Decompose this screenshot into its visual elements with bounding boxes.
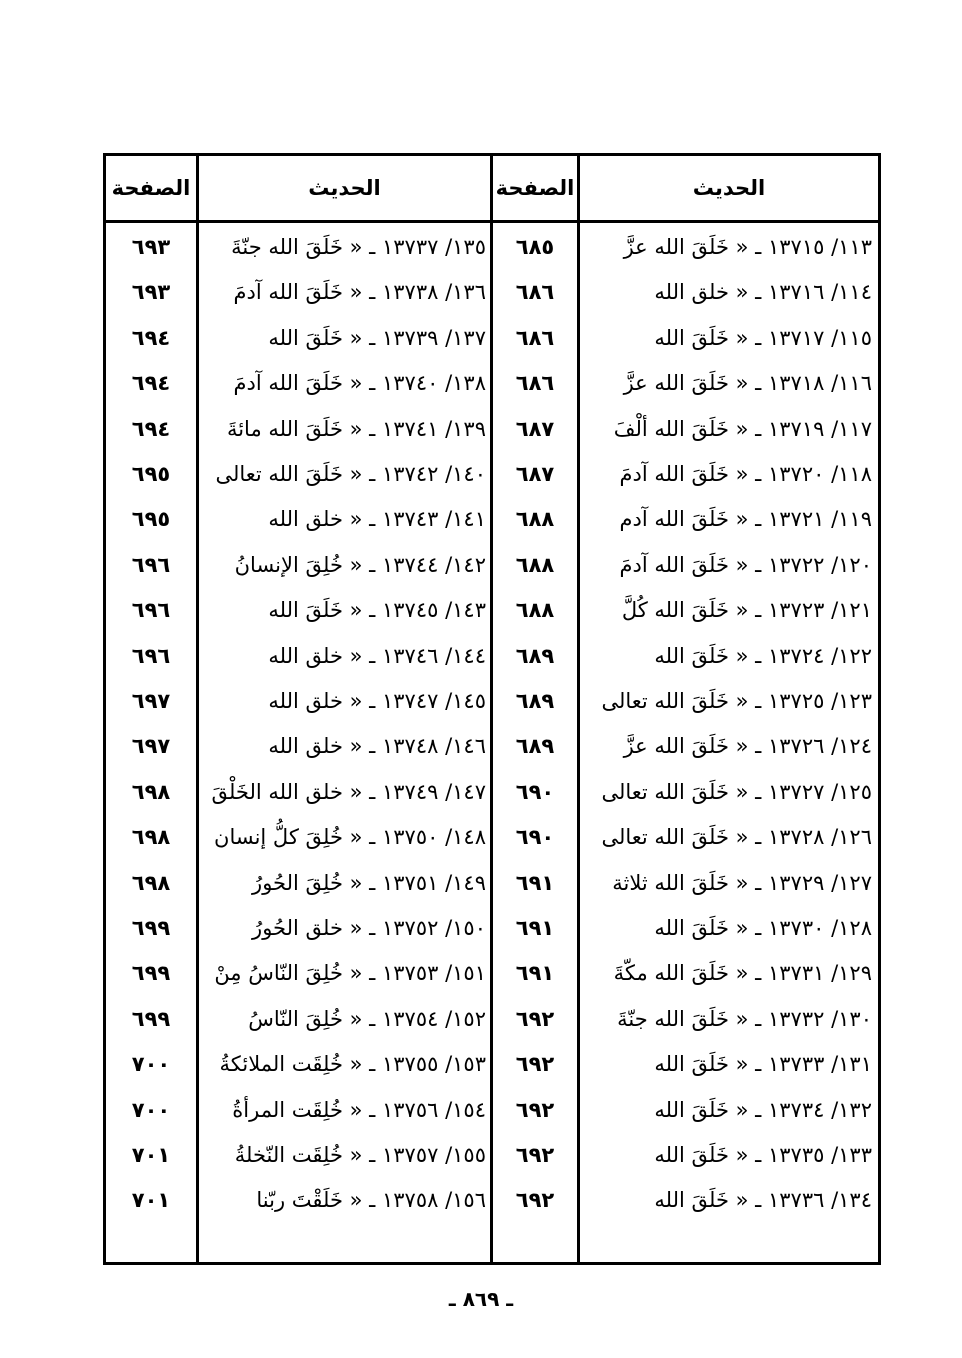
page-number-cell: ٦٨٦ <box>515 371 555 396</box>
page-number-cell: ٦٩٧ <box>131 689 171 713</box>
hadith-entry: ١١٩/ ١٣٧٢١ ـ « خَلَقَ الله آدم <box>619 507 872 532</box>
page-number-cell: ٦٨٥ <box>515 235 555 259</box>
table-row <box>106 769 878 815</box>
table-row <box>106 860 878 906</box>
page-number-cell: ٦٩٢ <box>515 1188 555 1213</box>
hadith-entry: ١٣٩/ ١٣٧٤١ ـ « خَلَقَ الله مائةَ <box>226 416 486 441</box>
page-number-cell: ٦٩٣ <box>131 235 171 259</box>
hadith-entry: ١٢٠/ ١٣٧٢٢ ـ « خَلَقَ الله آدمَ <box>619 552 872 577</box>
hadith-entry: ١٤١/ ١٣٧٤٣ ـ « خلق الله <box>268 507 486 532</box>
page-number-cell: ٧٠١ <box>131 1188 171 1213</box>
hadith-entry: ١٤٧/ ١٣٧٤٩ ـ « خلق الله الخَلْقَ <box>211 779 486 804</box>
page-number-cell: ٦٩٨ <box>131 779 171 804</box>
table-row <box>106 406 878 452</box>
page-number-cell: ٦٩٢ <box>515 1097 555 1122</box>
table-row <box>106 542 878 588</box>
page-number-cell: ٦٨٩ <box>515 734 555 759</box>
index-table <box>103 153 881 1265</box>
table-row <box>106 224 878 270</box>
table-row <box>106 996 878 1042</box>
hadith-entry: ١١٤/ ١٣٧١٦ ـ « خلق الله <box>654 280 872 305</box>
hadith-entry: ١٤٠/ ١٣٧٤٢ ـ « خَلَقَ الله تعالى <box>215 462 486 486</box>
table-row <box>106 723 878 769</box>
table-row <box>106 814 878 860</box>
hadith-entry: ١١٣/ ١٣٧١٥ ـ « خَلَقَ الله عزَّ <box>623 235 872 259</box>
page-number-cell: ٦٨٧ <box>515 416 555 441</box>
hadith-entry: ١٢٥/ ١٣٧٢٧ ـ « خَلَقَ الله تعالى <box>601 779 872 804</box>
hadith-entry: ١٤٨/ ١٣٧٥٠ ـ « خُلِقَ كلُّ إنسان <box>214 825 486 850</box>
table-row <box>106 1041 878 1087</box>
table-row <box>106 496 878 542</box>
table-row <box>106 905 878 951</box>
table-row <box>106 950 878 996</box>
hadith-entry: ١٥٦/ ١٣٧٥٨ ـ « خَلَقْتَ ربّنا <box>256 1188 486 1213</box>
header-page-left: الصفحة <box>111 176 191 200</box>
hadith-entry: ١٥٤/ ١٣٧٥٦ ـ « خُلِقَت المرأةُ <box>232 1097 486 1122</box>
table-row <box>106 451 878 497</box>
header-divider <box>106 220 878 223</box>
table-row <box>106 1087 878 1133</box>
page-number-cell: ٦٨٨ <box>515 507 555 532</box>
hadith-entry: ١٢٦/ ١٣٧٢٨ ـ « خَلَقَ الله تعالى <box>601 825 872 850</box>
page-number-cell: ٦٩٦ <box>131 598 171 623</box>
page-number-cell: ٦٩٥ <box>131 462 171 486</box>
hadith-entry: ١٣١/ ١٣٧٣٣ ـ « خَلَقَ الله <box>654 1052 872 1077</box>
hadith-entry: ١١٨/ ١٣٧٢٠ ـ « خَلَقَ الله آدمَ <box>619 462 872 486</box>
page-number-cell: ٧٠٠ <box>131 1097 171 1122</box>
hadith-entry: ١٤٢/ ١٣٧٤٤ ـ « خُلِقَ الإنسانُ <box>234 552 486 577</box>
hadith-entry: ١٤٣/ ١٣٧٤٥ ـ « خَلَقَ الله <box>268 598 486 623</box>
page-number-cell: ٦٩٠ <box>515 825 555 850</box>
hadith-entry: ١١٧/ ١٣٧١٩ ـ « خَلَقَ الله ألْفَ <box>613 416 872 441</box>
table-row <box>106 678 878 724</box>
hadith-entry: ١٣٧/ ١٣٧٣٩ ـ « خَلَقَ الله <box>268 325 486 350</box>
hadith-entry: ١٢٧/ ١٣٧٢٩ ـ « خَلَقَ الله ثلاثة <box>612 870 872 895</box>
page-number-cell: ٦٩١ <box>515 916 555 940</box>
page-number-cell: ٦٨٧ <box>515 462 555 486</box>
hadith-entry: ١٣٦/ ١٣٧٣٨ ـ « خَلَقَ الله آدمَ <box>233 280 486 305</box>
hadith-entry: ١٤٤/ ١٣٧٤٦ ـ « خلق الله <box>268 643 486 668</box>
table-row <box>106 269 878 315</box>
page-number-cell: ٧٠١ <box>131 1143 171 1167</box>
page-number-cell: ٦٩٥ <box>131 507 171 532</box>
page-number-cell: ٦٩٢ <box>515 1143 555 1167</box>
hadith-entry: ١٥٥/ ١٣٧٥٧ ـ « خُلِقَت النّخلةُ <box>234 1143 486 1167</box>
page-number-cell: ٦٨٩ <box>515 643 555 668</box>
table-row <box>106 1132 878 1178</box>
hadith-entry: ١٣٢/ ١٣٧٣٤ ـ « خَلَقَ الله <box>654 1097 872 1122</box>
hadith-entry: ١٣٨/ ١٣٧٤٠ ـ « خَلَقَ الله آدمَ <box>233 371 486 396</box>
page-number-cell: ٦٩٤ <box>131 371 171 396</box>
table-row <box>106 633 878 679</box>
page-number-cell: ٦٩٢ <box>515 1052 555 1077</box>
page-number-cell: ٦٩٢ <box>515 1006 555 1031</box>
page-number-cell: ٦٩٩ <box>131 961 171 986</box>
hadith-entry: ١٣٠/ ١٣٧٣٢ ـ « خَلَقَ الله جنّةَ <box>617 1006 872 1031</box>
hadith-entry: ١٥٠/ ١٣٧٥٢ ـ « خلق الحُورُ <box>252 916 486 940</box>
header-hadith-left: الحديث <box>308 176 381 200</box>
hadith-entry: ١٤٥/ ١٣٧٤٧ ـ « خلق الله <box>268 689 486 713</box>
hadith-entry: ١٢٩/ ١٣٧٣١ ـ « خَلَقَ الله مكّةَ <box>613 961 872 986</box>
hadith-entry: ١٢٨/ ١٣٧٣٠ ـ « خَلَقَ الله <box>654 916 872 940</box>
page-number-cell: ٦٩٧ <box>131 734 171 759</box>
table-row <box>106 360 878 406</box>
hadith-entry: ١٣٣/ ١٣٧٣٥ ـ « خَلَقَ الله <box>654 1143 872 1167</box>
page-number-cell: ٦٩١ <box>515 870 555 895</box>
page-number: ـ ٨٦٩ ـ <box>448 1287 514 1311</box>
hadith-entry: ١١٥/ ١٣٧١٧ ـ « خَلَقَ الله <box>654 325 872 350</box>
page-number-cell: ٦٩٦ <box>131 552 171 577</box>
page-number-cell: ٧٠٠ <box>131 1052 171 1077</box>
table-row <box>106 587 878 633</box>
page-number-cell: ٦٩٠ <box>515 779 555 804</box>
hadith-entry: ١٢١/ ١٣٧٢٣ ـ « خَلَقَ الله كُلَّ <box>621 598 872 623</box>
page-number-cell: ٦٨٩ <box>515 689 555 713</box>
header-page-right: الصفحة <box>495 176 575 200</box>
page-number-cell: ٦٨٦ <box>515 325 555 350</box>
hadith-entry: ١٣٥/ ١٣٧٣٧ ـ « خَلَقَ الله جنّةَ <box>231 235 486 259</box>
page-number-cell: ٦٩٨ <box>131 870 171 895</box>
page-number-cell: ٦٩٦ <box>131 643 171 668</box>
hadith-entry: ١٤٦/ ١٣٧٤٨ ـ « خلق الله <box>268 734 486 759</box>
hadith-entry: ١٣٤/ ١٣٧٣٦ ـ « خَلَقَ الله <box>654 1188 872 1213</box>
page-number-cell: ٦٨٦ <box>515 280 555 305</box>
page-number-cell: ٦٩٤ <box>131 325 171 350</box>
hadith-entry: ١٢٢/ ١٣٧٢٤ ـ « خَلَقَ الله <box>654 643 872 668</box>
page-number-cell: ٦٩٤ <box>131 416 171 441</box>
hadith-entry: ١٥٢/ ١٣٧٥٤ ـ « خُلِقَ النّاسُ <box>248 1006 486 1031</box>
hadith-entry: ١٢٣/ ١٣٧٢٥ ـ « خَلَقَ الله تعالى <box>601 689 872 713</box>
hadith-entry: ١٢٤/ ١٣٧٢٦ ـ « خَلَقَ الله عزَّ <box>623 734 872 759</box>
page-number-cell: ٦٨٨ <box>515 598 555 623</box>
page-number-cell: ٦٩٩ <box>131 1006 171 1031</box>
hadith-entry: ١٤٩/ ١٣٧٥١ ـ « خُلِقَ الحُورُ <box>252 870 486 895</box>
page-number-cell: ٦٩٣ <box>131 280 171 305</box>
hadith-entry: ١٥٣/ ١٣٧٥٥ ـ « خُلِقَت الملائكةُ <box>219 1052 486 1077</box>
page-number-cell: ٦٩٩ <box>131 916 171 940</box>
page-number-cell: ٦٩١ <box>515 961 555 986</box>
table-row <box>106 315 878 361</box>
header-hadith-right: الحديث <box>692 176 766 200</box>
hadith-entry: ١١٦/ ١٣٧١٨ ـ « خَلَقَ الله عزَّ <box>623 371 872 396</box>
table-row <box>106 1177 878 1223</box>
page-number-cell: ٦٩٨ <box>131 825 171 850</box>
hadith-entry: ١٥١/ ١٣٧٥٣ ـ « خُلِقَ النّاسُ مِنْ <box>214 961 486 986</box>
page-number-cell: ٦٨٨ <box>515 552 555 577</box>
